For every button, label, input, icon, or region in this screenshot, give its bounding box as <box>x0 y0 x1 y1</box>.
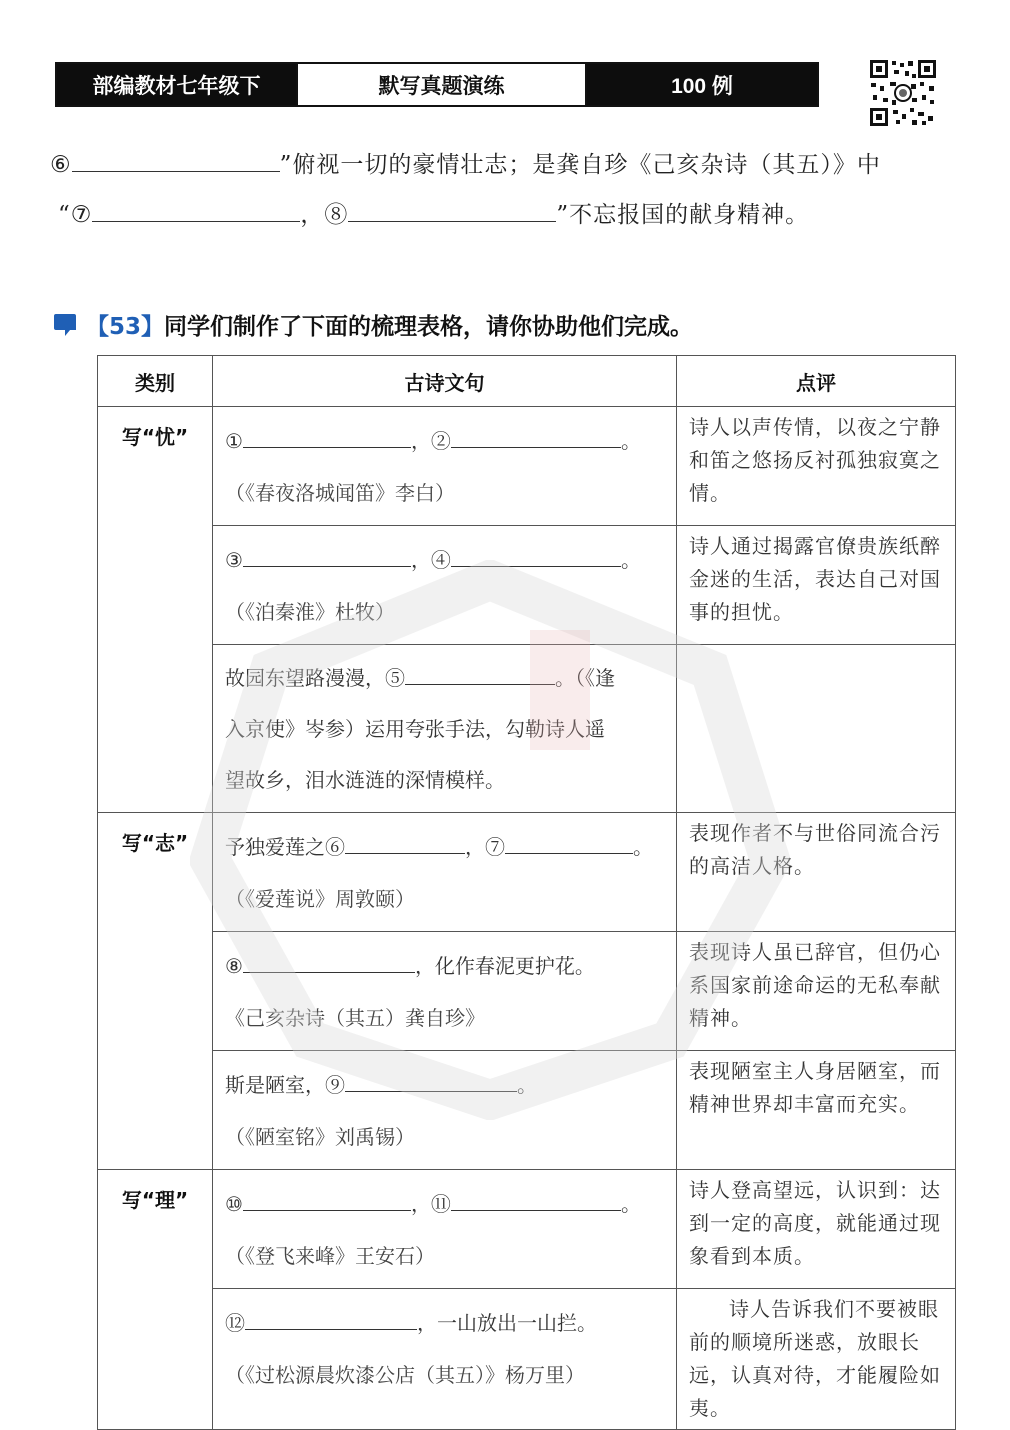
question-number: 【53】 <box>86 314 165 340</box>
answer-blank[interactable] <box>243 425 411 448</box>
poem-cell: 予独爱莲之⑥ ，⑦ 。 （《爱莲说》周敦颐） <box>213 813 677 932</box>
table-row <box>98 1051 956 1170</box>
intro-line-1 <box>50 146 881 179</box>
review-table <box>97 355 956 1430</box>
answer-blank[interactable] <box>405 662 555 685</box>
header-poem: 古诗文句 <box>213 356 677 407</box>
poem-cell: 故园东望路漫漫，⑤ 。（《逢 入京使》岑参）运用夸张手法，勾勒诗人遥 望故乡，泪水涟涟的深情模样。 <box>213 645 677 813</box>
bookmark-icon <box>52 313 78 337</box>
comment-cell: 表现作者不与世俗同流合污的高洁人格。 <box>677 813 956 932</box>
answer-blank[interactable] <box>505 831 633 854</box>
answer-blank[interactable] <box>72 149 280 172</box>
intro-line-2 <box>58 196 809 229</box>
table-row <box>98 813 956 932</box>
category-reason: 写“理” <box>98 1170 213 1430</box>
intro-text: ”不忘报国的献身精神。 <box>556 202 810 228</box>
poem-cell: 斯是陋室，⑨ 。 （《陋室铭》刘禹锡） <box>213 1051 677 1170</box>
intro-text: ”俯视一切的豪情壮志；是龚自珍《己亥杂诗（其五）》中 <box>279 152 881 178</box>
table-row <box>98 526 956 645</box>
category-ambition: 写“志” <box>98 813 213 1170</box>
poem-cell: ⑧ ，化作春泥更护花。 《己亥杂诗（其五）龚自珍》 <box>213 932 677 1051</box>
table-row <box>98 932 956 1051</box>
question-title <box>52 308 693 341</box>
poem-source: （《春夜洛城闻笛》李白） <box>225 481 455 505</box>
answer-blank[interactable] <box>451 425 621 448</box>
poem-source: （《陋室铭》刘禹锡） <box>225 1125 415 1149</box>
header-category: 类别 <box>98 356 213 407</box>
comment-cell: 诗人以声传情，以夜之宁静和笛之悠扬反衬孤独寂寞之情。 <box>677 407 956 526</box>
answer-blank[interactable] <box>245 1307 417 1330</box>
poem-source: （《爱莲说》周敦颐） <box>225 887 415 911</box>
header-title: 默写真题演练 <box>296 64 587 105</box>
table-row <box>98 645 956 813</box>
answer-blank[interactable] <box>451 1188 621 1211</box>
table-row <box>98 1289 956 1430</box>
poem-cell: ⑩ ，⑪ 。 （《登飞来峰》王安石） <box>213 1170 677 1289</box>
answer-blank[interactable] <box>345 831 465 854</box>
blank-marker: “⑦ <box>58 202 93 228</box>
blank-marker: ，⑧ <box>300 202 349 228</box>
header-count: 100 例 <box>587 64 817 105</box>
answer-blank[interactable] <box>92 199 300 222</box>
comment-cell: 诗人告诉我们不要被眼前的顺境所迷惑，放眼长远，认真对待，才能履险如夷。 <box>677 1289 956 1430</box>
comment-cell: 诗人通过揭露官僚贵族纸醉金迷的生活，表达自己对国事的担忧。 <box>677 526 956 645</box>
poem-source: （《泊秦淮》杜牧） <box>225 600 395 624</box>
poem-source: 《己亥杂诗（其五）龚自珍》 <box>225 1006 485 1030</box>
table-header-row <box>98 356 956 407</box>
answer-blank[interactable] <box>451 544 621 567</box>
poem-cell: ③ ，④ 。 （《泊秦淮》杜牧） <box>213 526 677 645</box>
comment-cell: 表现诗人虽已辞官，但仍心系国家前途命运的无私奉献精神。 <box>677 932 956 1051</box>
comment-cell: 诗人登高望远，认识到：达到一定的高度，就能通过现象看到本质。 <box>677 1170 956 1289</box>
table-row <box>98 1170 956 1289</box>
answer-blank[interactable] <box>243 1188 411 1211</box>
answer-blank[interactable] <box>345 1069 517 1092</box>
table-row <box>98 407 956 526</box>
poem-source: （《登飞来峰》王安石） <box>225 1244 435 1268</box>
poem-source: （《过松源晨炊漆公店（其五）》杨万里） <box>225 1363 585 1387</box>
qr-code-icon <box>868 58 938 128</box>
category-worry: 写“忧” <box>98 407 213 813</box>
header-comment: 点评 <box>677 356 956 407</box>
answer-blank[interactable] <box>348 199 556 222</box>
question-text: 同学们制作了下面的梳理表格，请你协助他们完成。 <box>164 314 694 340</box>
header-bar <box>55 62 819 107</box>
blank-marker: ⑥ <box>50 152 72 178</box>
answer-blank[interactable] <box>243 544 411 567</box>
poem-cell: ① ，② 。 （《春夜洛城闻笛》李白） <box>213 407 677 526</box>
answer-blank[interactable] <box>243 950 415 973</box>
header-grade: 部编教材七年级下 <box>57 64 296 105</box>
poem-cell: ⑫ ，一山放出一山拦。 （《过松源晨炊漆公店（其五）》杨万里） <box>213 1289 677 1430</box>
comment-cell: 表现陋室主人身居陋室，而精神世界却丰富而充实。 <box>677 1051 956 1170</box>
comment-cell <box>677 645 956 813</box>
